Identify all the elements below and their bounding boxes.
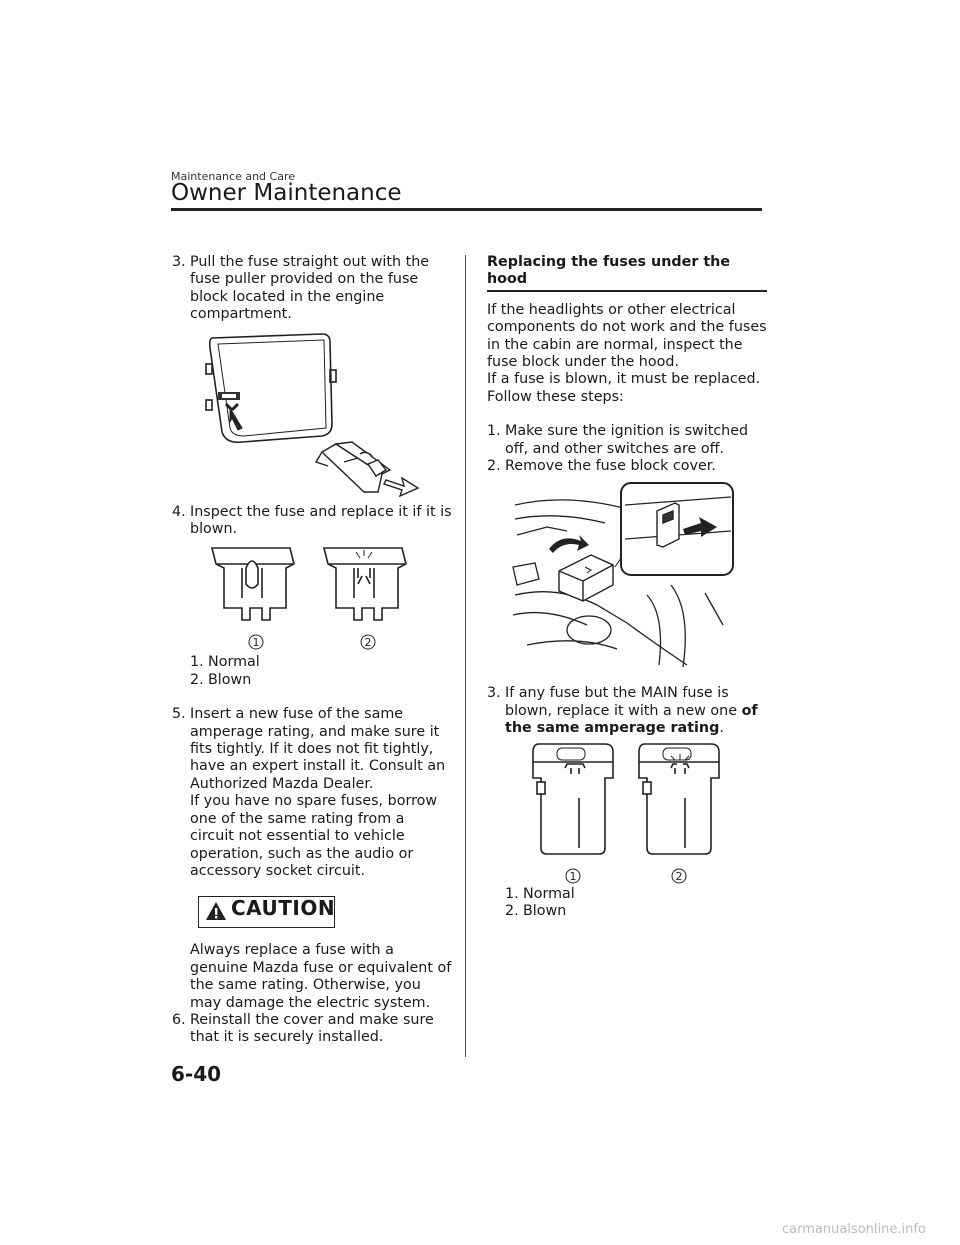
section-label: Maintenance and Care (171, 170, 295, 183)
warning-icon (205, 900, 227, 922)
legend-label: Normal (523, 885, 575, 902)
normal-fuse-icon (212, 548, 294, 620)
legend-item (190, 654, 452, 671)
step-5-left (172, 706, 452, 880)
page-title: Owner Maintenance (171, 180, 402, 206)
legend-number: 2. (190, 671, 204, 688)
detail-inset (621, 483, 733, 575)
step-text: If any fuse but the MAIN fuse is blown, replace it with a new one (505, 685, 742, 719)
caution-badge (198, 896, 335, 928)
step-3-right (487, 685, 767, 737)
intro-paragraph-3: Follow these steps: (487, 388, 624, 405)
step-text: Inspect the fuse and replace it if it is blown. (190, 503, 452, 538)
cartridge-fuse-comparison (487, 738, 747, 868)
arrow-icon (230, 408, 242, 430)
blade-fuse-comparison (172, 538, 452, 654)
step-text-end: . (719, 720, 724, 737)
normal-cartridge-fuse-icon (533, 744, 613, 854)
step-text: Make sure the ignition is switched off, and other switches are off. (505, 423, 749, 457)
legend-label: Blown (208, 671, 252, 688)
legend-number: 2. (505, 903, 519, 920)
step-text: Reinstall the cover and make sure that it is securely installed. (190, 1011, 434, 1046)
lift-arrow-icon (549, 535, 589, 553)
legend-item (505, 903, 767, 920)
callouts-right (487, 866, 747, 886)
step-text: Insert a new fuse of the same amperage rating, and make sure it fits tightly. If it does not fit tightly, have an expert install it. Consult an Authorized Mazda Dealer. (190, 706, 446, 792)
legend-label: Normal (208, 654, 260, 671)
intro-paragraph: If the headlights or other electrical components do not work and the fuses in the cabin are normal, inspect the fuse block under the hood. (487, 301, 767, 371)
callout-2: 2 (675, 869, 683, 883)
step-number: 5. (172, 706, 186, 723)
step-4-left (172, 504, 452, 539)
right-column (487, 254, 767, 921)
engine-fuse-block-illustration (487, 475, 747, 685)
step-number: 2. (487, 458, 501, 475)
step-number: 3. (487, 685, 501, 702)
step-number: 3. (172, 254, 186, 270)
small-fuse-icon (218, 392, 240, 400)
step-3-left (172, 254, 452, 324)
step-1-right (487, 423, 767, 458)
section-subheading: Replacing the fuses under the hood (487, 254, 767, 292)
fuse-block-cover-icon (559, 555, 613, 601)
legend-item (505, 886, 767, 903)
blown-cartridge-fuse-icon (639, 744, 719, 854)
fuse-puller-illustration (172, 324, 452, 504)
step-2-right (487, 458, 767, 475)
callout-2: 2 (364, 636, 372, 650)
step-text: Pull the fuse straight out with the fuse puller provided on the fuse block located in the engine compartment. (190, 254, 430, 323)
legend-label: Blown (523, 903, 567, 920)
column-divider (465, 255, 466, 1057)
step-number: 1. (487, 423, 501, 440)
watermark: carmanualsonline.info (782, 1222, 926, 1237)
step-extra-text: If you have no spare fuses, borrow one of the same rating from a circuit not essential to vehicle operation, such as the audio or accessory socket circuit. (190, 793, 438, 879)
step-text-emphasis: of the same amperage rating (505, 702, 758, 737)
legend-number: 1. (505, 885, 519, 902)
callout-1: 1 (569, 869, 577, 883)
callout-1: 1 (252, 636, 260, 650)
caution-label: CAUTION (231, 896, 336, 921)
fuse-puller-icon (316, 442, 390, 492)
legend-right (487, 886, 767, 921)
legend-number: 1. (190, 654, 204, 671)
page-number: 6-40 (171, 1062, 222, 1086)
intro-paragraph-2: If a fuse is blown, it must be replaced. (487, 371, 761, 388)
legend-item (190, 672, 452, 689)
step-text: Remove the fuse block cover. (505, 458, 716, 475)
caution-text: Always replace a fuse with a genuine Mazda fuse or equivalent of the same rating. Otherwise, you may damage the electric system. (190, 942, 452, 1011)
pull-arrow-icon (384, 478, 418, 496)
left-column (172, 254, 452, 1047)
latch-tab-icon (657, 503, 679, 547)
header-rule (171, 208, 762, 211)
step-6-left (172, 1012, 452, 1047)
blown-fuse-icon (324, 548, 406, 620)
legend-left (172, 654, 452, 689)
step-number: 4. (172, 503, 186, 520)
step-number: 6. (172, 1011, 186, 1028)
